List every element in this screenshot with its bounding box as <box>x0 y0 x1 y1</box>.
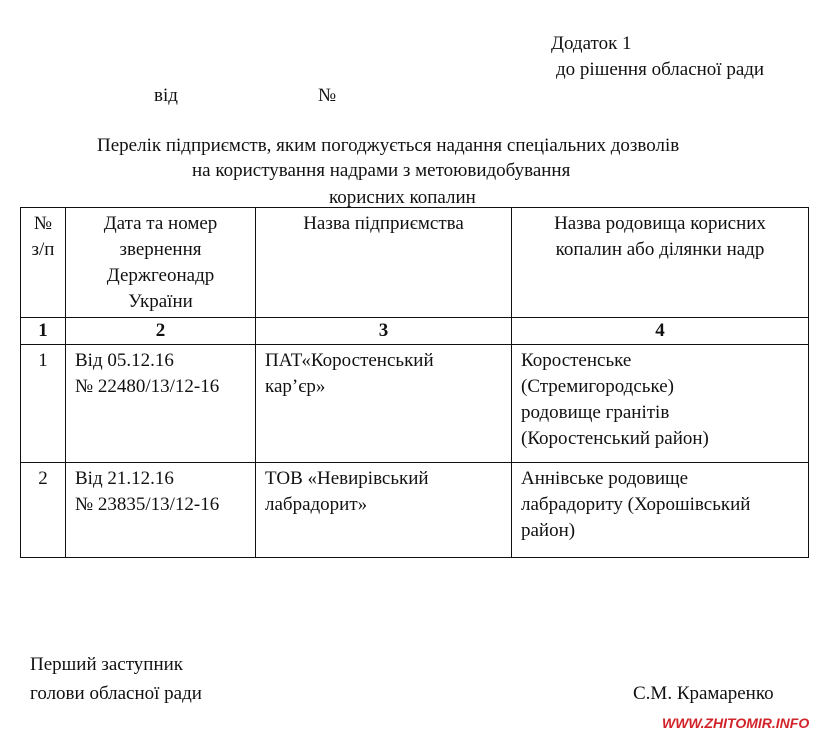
cell-line: № 22480/13/12-16 <box>75 376 220 397</box>
header-text: з/п <box>31 239 55 260</box>
cell-line: Від 05.12.16 <box>75 350 174 371</box>
appendix-title: Додаток 1 <box>551 33 632 54</box>
row-date-number <box>66 463 256 558</box>
list-title-line-1: Перелік підприємств, яким погоджується надання спеціальних дозволів <box>97 135 680 156</box>
header-cell-number <box>21 208 66 318</box>
header-text: Назва родовища корисних <box>554 213 766 234</box>
header-text: Держгеонадр <box>106 265 215 286</box>
header-cell-enterprise <box>256 208 512 318</box>
cell-line: ПАТ«Коростенський <box>265 350 434 371</box>
cell-line: Аннівське родовище <box>521 468 689 489</box>
header-cell-deposit <box>512 208 809 318</box>
column-number: 4 <box>512 318 809 345</box>
row-date-number <box>66 345 256 463</box>
appendix-subtitle: до рішення обласної ради <box>556 59 765 80</box>
signature-position-line-2: голови обласної ради <box>30 683 202 704</box>
row-number: 1 <box>21 345 66 463</box>
column-number: 3 <box>256 318 512 345</box>
table-row <box>21 345 809 463</box>
cell-line: ТОВ «Невирівський <box>265 468 429 489</box>
row-enterprise <box>256 463 512 558</box>
column-number: 2 <box>66 318 256 345</box>
row-deposit <box>512 463 809 558</box>
cell-line: Коростенське <box>521 350 632 371</box>
row-deposit <box>512 345 809 463</box>
list-title-line-3: корисних копалин <box>329 187 476 208</box>
cell-line: лабрадориту (Хорошівський <box>521 494 751 515</box>
list-title-line-2: на користування надрами з метоювидобування <box>192 160 571 181</box>
watermark: WWW.ZHITOMIR.INFO <box>662 715 810 731</box>
cell-line: кар’єр» <box>265 376 326 397</box>
date-label: від <box>154 85 178 106</box>
number-label: № <box>318 85 337 106</box>
column-number: 1 <box>21 318 66 345</box>
cell-line: Від 21.12.16 <box>75 468 174 489</box>
row-number: 2 <box>21 463 66 558</box>
table-row <box>21 463 809 558</box>
column-number-row <box>21 318 809 345</box>
header-text: копалин або ділянки надр <box>555 239 765 260</box>
signature-position-line-1: Перший заступник <box>30 654 184 675</box>
cell-line: район) <box>521 520 576 541</box>
header-text: звернення <box>119 239 202 260</box>
cell-line: (Стремигородське) <box>521 376 674 397</box>
header-text: Дата та номер <box>103 213 218 234</box>
cell-line: лабрадорит» <box>265 494 368 515</box>
cell-line: родовище гранітів <box>521 402 670 423</box>
signature-name: С.М. Крамаренко <box>633 683 774 704</box>
header-text: № <box>33 213 53 234</box>
enterprise-table <box>20 207 809 558</box>
row-enterprise <box>256 345 512 463</box>
cell-line: (Коростенський район) <box>521 428 709 449</box>
header-text: Назва підприємства <box>303 213 464 234</box>
cell-line: № 23835/13/12-16 <box>75 494 220 515</box>
header-text: України <box>128 291 193 312</box>
header-cell-date-number <box>66 208 256 318</box>
table-header-row <box>21 208 809 318</box>
